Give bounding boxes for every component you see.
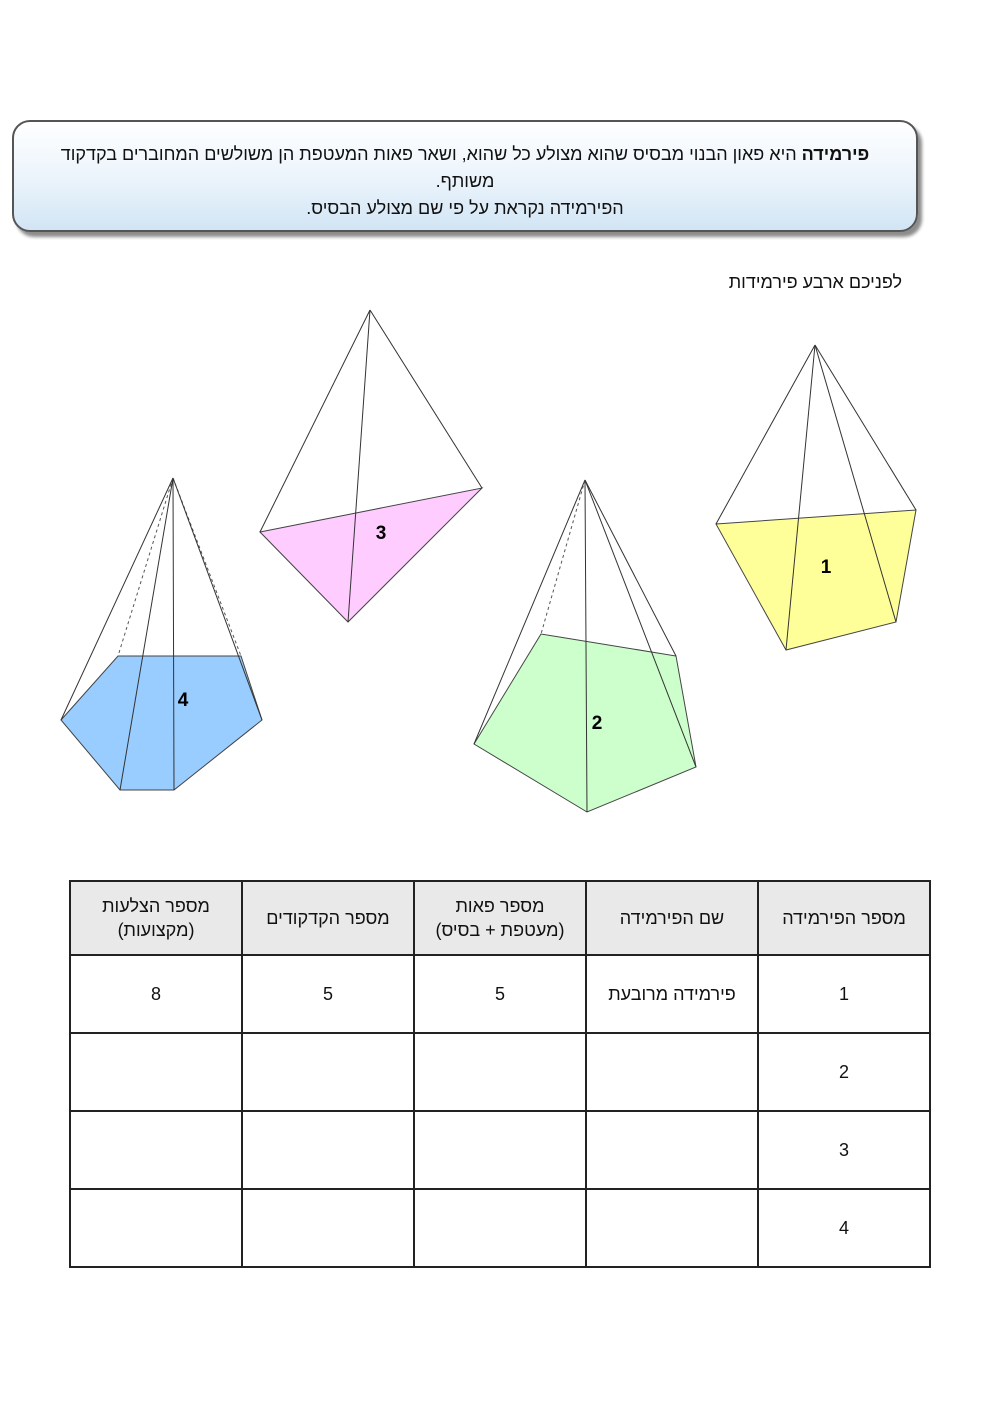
header-pyramid-number: מספר הפירמידה (758, 881, 930, 955)
table-header-row (70, 881, 930, 955)
cell-edges-count[interactable] (70, 1111, 242, 1189)
cell-pyramid-number: 1 (758, 955, 930, 1033)
table-row (70, 955, 930, 1033)
definition-line-2: הפירמידה נקראת על פי שם מצולע הבסיס. (306, 198, 624, 218)
cell-pyramid-number: 3 (758, 1111, 930, 1189)
pyramid-1 (716, 345, 916, 650)
cell-pyramid-number: 2 (758, 1033, 930, 1111)
cell-vertices-count[interactable] (242, 1033, 414, 1111)
cell-faces-count[interactable]: 5 (414, 955, 586, 1033)
cell-vertices-count[interactable] (242, 1189, 414, 1267)
cell-faces-count[interactable] (414, 1033, 586, 1111)
pyramid-2-label: 2 (591, 713, 603, 734)
table-row (70, 1111, 930, 1189)
cell-edges-count[interactable] (70, 1189, 242, 1267)
pyramid-2-base (474, 634, 696, 812)
pyramid-3-label: 3 (375, 523, 387, 544)
header-pyramid-name: שם הפירמידה (586, 881, 758, 955)
cell-faces-count[interactable] (414, 1111, 586, 1189)
pyramids-table (69, 880, 931, 1268)
definition-text: היא פאון הבנוי מבסיס שהוא מצולע כל שהוא, ושאר פאות המעטפת הן משולשים המחוברים בקדקוד משותף. (60, 144, 802, 191)
header-edges-count: מספר הצלעות (מקצועות) (70, 881, 242, 955)
cell-edges-count[interactable]: 8 (70, 955, 242, 1033)
cell-vertices-count[interactable]: 5 (242, 955, 414, 1033)
table-row (70, 1033, 930, 1111)
pyramid-4 (61, 478, 262, 790)
intro-text: לפניכם ארבע פירמידות (728, 272, 902, 292)
cell-faces-count[interactable] (414, 1189, 586, 1267)
cell-pyramid-name[interactable] (586, 1111, 758, 1189)
header-faces-count: מספר פאות (מעטפת + בסיס) (414, 881, 586, 955)
cell-pyramid-name[interactable]: פירמידה מרובעת (586, 955, 758, 1033)
header-vertices-count: מספר הקדקודים (242, 881, 414, 955)
pyramid-2 (474, 480, 696, 812)
cell-pyramid-name[interactable] (586, 1189, 758, 1267)
pyramid-4-label: 4 (177, 690, 189, 711)
cell-edges-count[interactable] (70, 1033, 242, 1111)
cell-vertices-count[interactable] (242, 1111, 414, 1189)
definition-term: פירמידה (801, 144, 870, 164)
pyramid-3 (260, 310, 482, 622)
cell-pyramid-name[interactable] (586, 1033, 758, 1111)
table-row (70, 1189, 930, 1267)
pyramid-3-base (260, 488, 482, 622)
pyramid-1-label: 1 (820, 557, 832, 578)
pyramid-4-base (61, 656, 262, 790)
cell-pyramid-number: 4 (758, 1189, 930, 1267)
pyramid-1-base (716, 510, 916, 650)
